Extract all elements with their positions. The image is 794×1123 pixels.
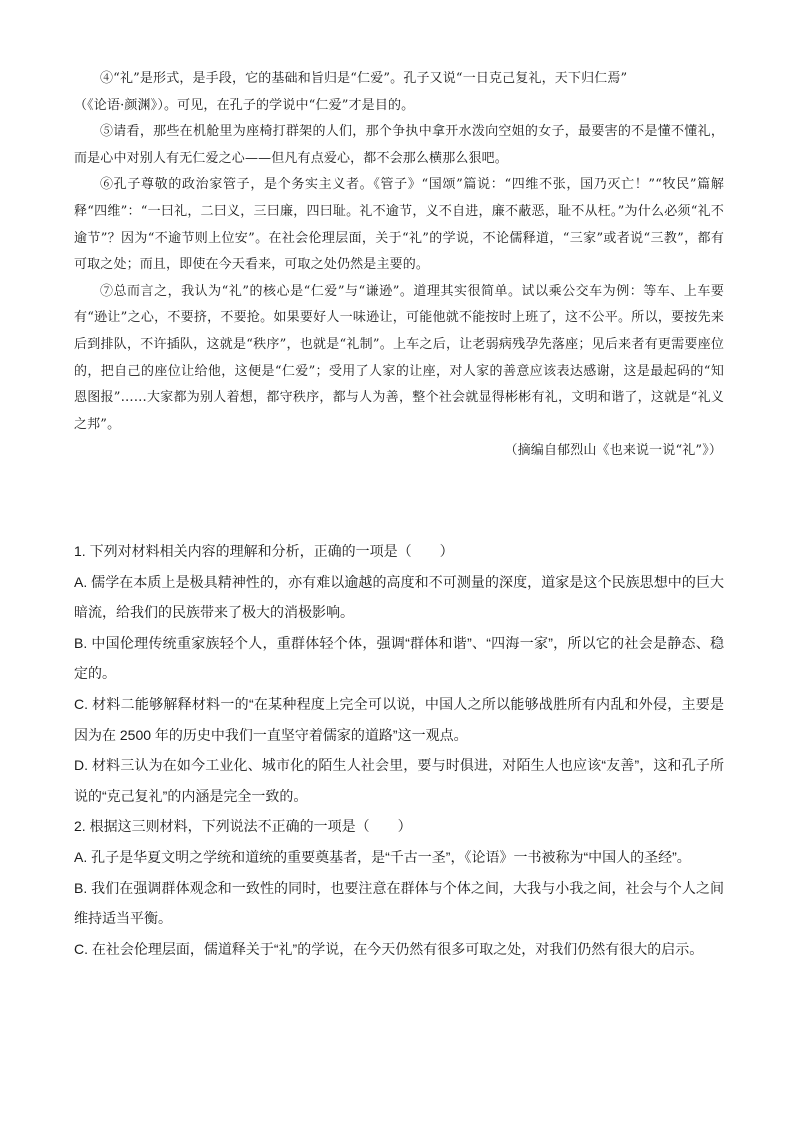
question-1-option-b: B. 中国伦理传统重家族轻个人，重群体轻个体，强调“群体和谐”、“四海一家”，所以它的社会是静态、稳定的。: [74, 634, 724, 682]
passage-source: （摘编自郁烈山《也来说一说“礼”》）: [504, 443, 722, 459]
paragraph-4-line-2: （《论语·颜渊》）。可见，在孔子的学说中“仁爱”才是目的。: [74, 97, 415, 113]
question-2-option-b: B. 我们在强调群体观念和一致性的同时，也要注意在群体与个体之间，大我与小我之间，社会与个人之间维持适当平衡。: [74, 879, 724, 927]
question-2-option-a: A. 孔子是华夏文明之学统和道统的重要奠基者，是“千古一圣”，《论语》一书被称为“中国人的圣经”。: [74, 848, 691, 865]
paragraph-5: ⑤请看，那些在机舱里为座椅打群架的人们，那个争执中拿开水泼向空姐的女子，最要害的不是懂不懂礼，而是心中对别人有无仁爱之心——但凡有点爱心，都不会那么横那么狠吧。: [74, 124, 724, 166]
paragraph-7: ⑦总而言之，我认为“礼”的核心是“仁爱”与“谦逊”。道理其实很简单。试以乘公交车为例：等车、上车要有“逊让”之心，不要挤，不要抢。如果要好人一味逊让，可能他就不能按时上班了，这不公平。所以，要按先来后到排队，不许插队，这就是“秩序”，也就是“礼制”。上车之后，让老弱病残孕先落座；见后来者有更需要座位的，把自己的座位让给他，这便是“仁爱”；受用了人家的让座，对人家的善意应该表达感谢，这是最起码的“知恩图报”……大家都为别人着想，都守秩序，都与人为善，整个社会就显得彬彬有礼，文明和谐了，这就是“礼义之邦”。: [74, 283, 724, 432]
question-1-option-d: D. 材料三认为在如今工业化、城市化的陌生人社会里，要与时俱进，对陌生人也应该“友善”，这和孔子所说的“克己复礼”的内涵是完全一致的。: [74, 757, 724, 804]
question-1-stem: 1. 下列对材料相关内容的理解和分析，正确的一项是（ ）: [74, 543, 454, 559]
question-section: [74, 536, 724, 964]
question-2-stem: 2. 根据这三则材料，下列说法不正确的一项是（ ）: [74, 818, 412, 835]
question-1-option-a: A. 儒学在本质上是极具精神性的，亦有难以逾越的高度和不可测量的深度，道家是这个民族思想中的巨大暗流，给我们的民族带来了极大的消极影响。: [74, 573, 724, 621]
question-2-option-c: C. 在社会伦理层面，儒道释关于“礼”的学说，在今天仍然有很多可取之处，对我们仍然有很大的启示。: [74, 940, 704, 957]
paragraph-4-line-1: ④“礼”是形式，是手段，它的基础和旨归是“仁爱”。孔子又说“一日克己复礼，天下归仁焉”: [100, 71, 628, 86]
question-1-option-c: C. 材料二能够解释材料一的“在某种程度上完全可以说，中国人之所以能够战胜所有内乱和外侵，主要是因为在 2500 年的历史中我们一直坚守着儒家的道路”这一观点。: [74, 695, 724, 743]
paragraph-6: ⑥孔子尊敬的政治家管子，是个务实主义者。《管子》“国颂”篇说：“四维不张，国乃灭亡！”“牧民”篇解释“四维”：“一曰礼，二曰义，三曰廉，四曰耻。礼不逾节，义不自进，廉不蔽恶，耻不从枉。”为什么必须“礼不逾节”？因为“不逾节则上位安”。在社会伦理层面，关于“礼”的学说，不论儒释道，“三家”或者说“三教”，都有可取之处；而且，即使在今天看来，可取之处仍然是主要的。: [74, 177, 724, 273]
reading-passage: [74, 66, 724, 465]
